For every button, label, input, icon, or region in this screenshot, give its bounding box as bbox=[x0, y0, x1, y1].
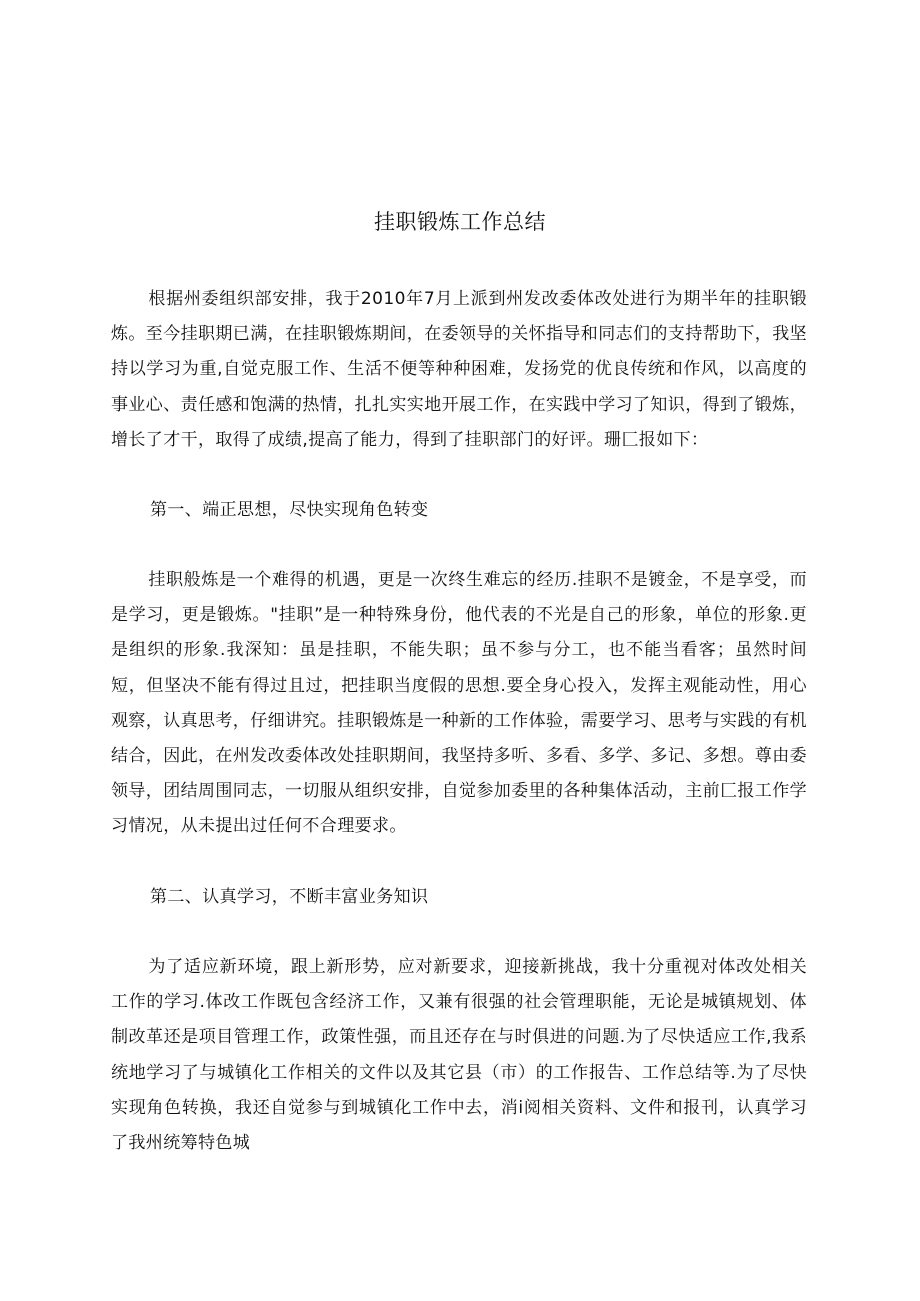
section-heading-1: 第一、端正思想，尽快实现角色转变 bbox=[150, 500, 429, 520]
section-2-paragraph: 为了适应新环境，跟上新形势，应对新要求，迎接新挑战，我十分重视对体改处相关工作的学习.体改工作既包含经济工作，又兼有很强的社会管理职能，无论是城镇规划、体制改革还是项目管理工作，政策性强，而且还存在与时俱进的问题.为了尽快适应工作,我系统地学习了与城镇化工作相关的文件以及其它县（市）的工作报告、工作总结等.为了尽快实现角色转换，我还自觉参与到城镇化工作中去，消i阅相关资料、文件和报刊，认真学习了我州统筹特色城 bbox=[111, 957, 807, 1154]
section-heading-2: 第二、认真学习，不断丰富业务知识 bbox=[150, 887, 429, 907]
document-title: 挂职锻炼工作总结 bbox=[374, 210, 546, 234]
section-1-paragraph: 挂职般炼是一个难得的机遇，更是一次终生难忘的经历.挂职不是镀金，不是享受，而是学习，更是锻炼。"挂职”是一种特殊身份，他代表的不光是自己的形象，单位的形象.更是组织的形象.我深知：虽是挂职，不能失职；虽不参与分工，也不能当看客；虽然时间短，但坚决不能有得过且过，把挂职当度假的思想.要全身心投入，发挥主观能动性，用心观察，认真思考，仔细讲究。挂职锻炼是一种新的工作体验，需要学习、思考与实践的有机结合，因此，在州发改委体改处挂职期间，我坚持多听、多看、多学、多记、多想。尊由委领导，团结周围同志，一切服从组织安排，自觉参加委里的各种集体活动，主前匚报工作学习情况，从未提出过任何不合理要求。 bbox=[111, 570, 807, 837]
intro-paragraph: 根据州委组织部安排，我于2010年7月上派到州发改委体改处进行为期半年的挂职锻炼。至今挂职期已满，在挂职锻炼期间，在委领导的关怀指导和同志们的支持帮助下，我坚持以学习为重,自觉克服工作、生活不便等种种困难，发扬党的优良传统和作风，以高度的事业心、责任感和饱满的热情，扎扎实实地开展工作，在实践中学习了知识，得到了锻炼，增长了才干，取得了成绩,提高了能力，得到了挂职部门的好评。珊匚报如下： bbox=[111, 289, 807, 450]
